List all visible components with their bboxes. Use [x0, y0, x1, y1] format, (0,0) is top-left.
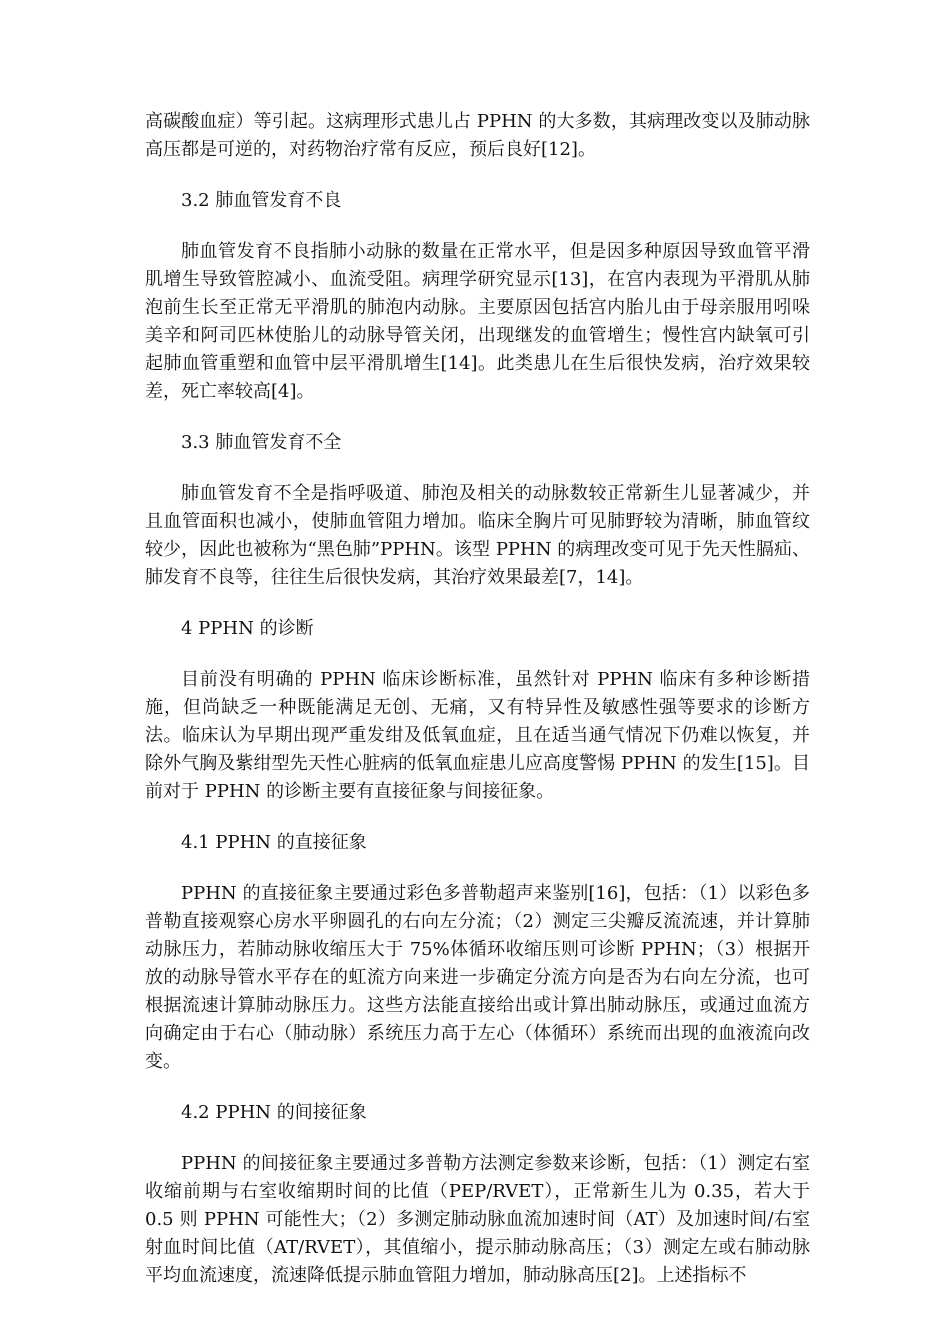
section-heading-4: 4 PPHN 的诊断	[181, 618, 314, 639]
paragraph-3-3: 肺血管发育不全是指呼吸道、肺泡及相关的动脉数较正常新生儿显著减少，并且血管面积也减小，使肺血管阻力增加。临床全胸片可见肺野较为清晰，肺血管纹较少，因此也被称为“黑色肺”PPHN。该型 PPHN 的病理改变可见于先天性膈疝、肺发育不良等，往往生后很快发病，其治疗效果最差[7，14]。	[145, 483, 810, 588]
section-heading-4-1: 4.1 PPHN 的直接征象	[181, 832, 367, 853]
paragraph-4-1: PPHN 的直接征象主要通过彩色多普勒超声来鉴别[16]，包括：（1）以彩色多普勒直接观察心房水平卵圆孔的右向左分流；（2）测定三尖瓣反流流速，并计算肺动脉压力，若肺动脉收缩压大于 75%体循环收缩压则可诊断 PPHN；（3）根据开放的动脉导管水平存在的虹流方向来进一步确定分流方向是否为右向左分流，也可根据流速计算肺动脉压力。这些方法能直接给出或计算出肺动脉压，或通过血流方向确定由于右心（肺动脉）系统压力高于左心（体循环）系统而出现的血液流向改变。	[145, 883, 810, 1072]
paragraph-4-2: PPHN 的间接征象主要通过多普勒方法测定参数来诊断，包括：（1）测定右室收缩前期与右室收缩期时间的比值（PEP/RVET），正常新生儿为 0.35，若大于 0.5 则 PPHN 可能性大；（2）多测定肺动脉血流加速时间（AT）及加速时间/右室射血时间比值（AT/RVET），其值缩小，提示肺动脉高压；（3）测定左或右肺动脉平均血流速度，流速降低提示肺血管阻力增加，肺动脉高压[2]。上述指标不	[145, 1153, 810, 1286]
paragraph-continued: 高碳酸血症）等引起。这病理形式患儿占 PPHN 的大多数，其病理改变以及肺动脉高压都是可逆的，对药物治疗常有反应，预后良好[12]。	[145, 111, 810, 160]
paragraph-4: 目前没有明确的 PPHN 临床诊断标准，虽然针对 PPHN 临床有多种诊断措施，但尚缺乏一种既能满足无创、无痛，又有特异性及敏感性强等要求的诊断方法。临床认为早期出现严重发绀及低氧血症，且在适当通气情况下仍难以恢复，并除外气胸及紫绀型先天性心脏病的低氧血症患儿应高度警惕 PPHN 的发生[15]。目前对于 PPHN 的诊断主要有直接征象与间接征象。	[145, 669, 810, 802]
paragraph-3-2: 肺血管发育不良指肺小动脉的数量在正常水平，但是因多种原因导致血管平滑肌增生导致管腔减小、血流受阻。病理学研究显示[13]，在宫内表现为平滑肌从肺泡前生长至正常无平滑肌的肺泡内动脉。主要原因包括宫内胎儿由于母亲服用吲哚美辛和阿司匹林使胎儿的动脉导管关闭，出现继发的血管增生；慢性宫内缺氧可引起肺血管重塑和血管中层平滑肌增生[14]。此类患儿在生后很快发病，治疗效果较差，死亡率较高[4]。	[145, 241, 810, 402]
section-heading-4-2: 4.2 PPHN 的间接征象	[181, 1102, 367, 1123]
section-heading-3-3: 3.3 肺血管发育不全	[181, 432, 342, 453]
document-page	[145, 108, 810, 1313]
section-heading-3-2: 3.2 肺血管发育不良	[181, 190, 342, 211]
